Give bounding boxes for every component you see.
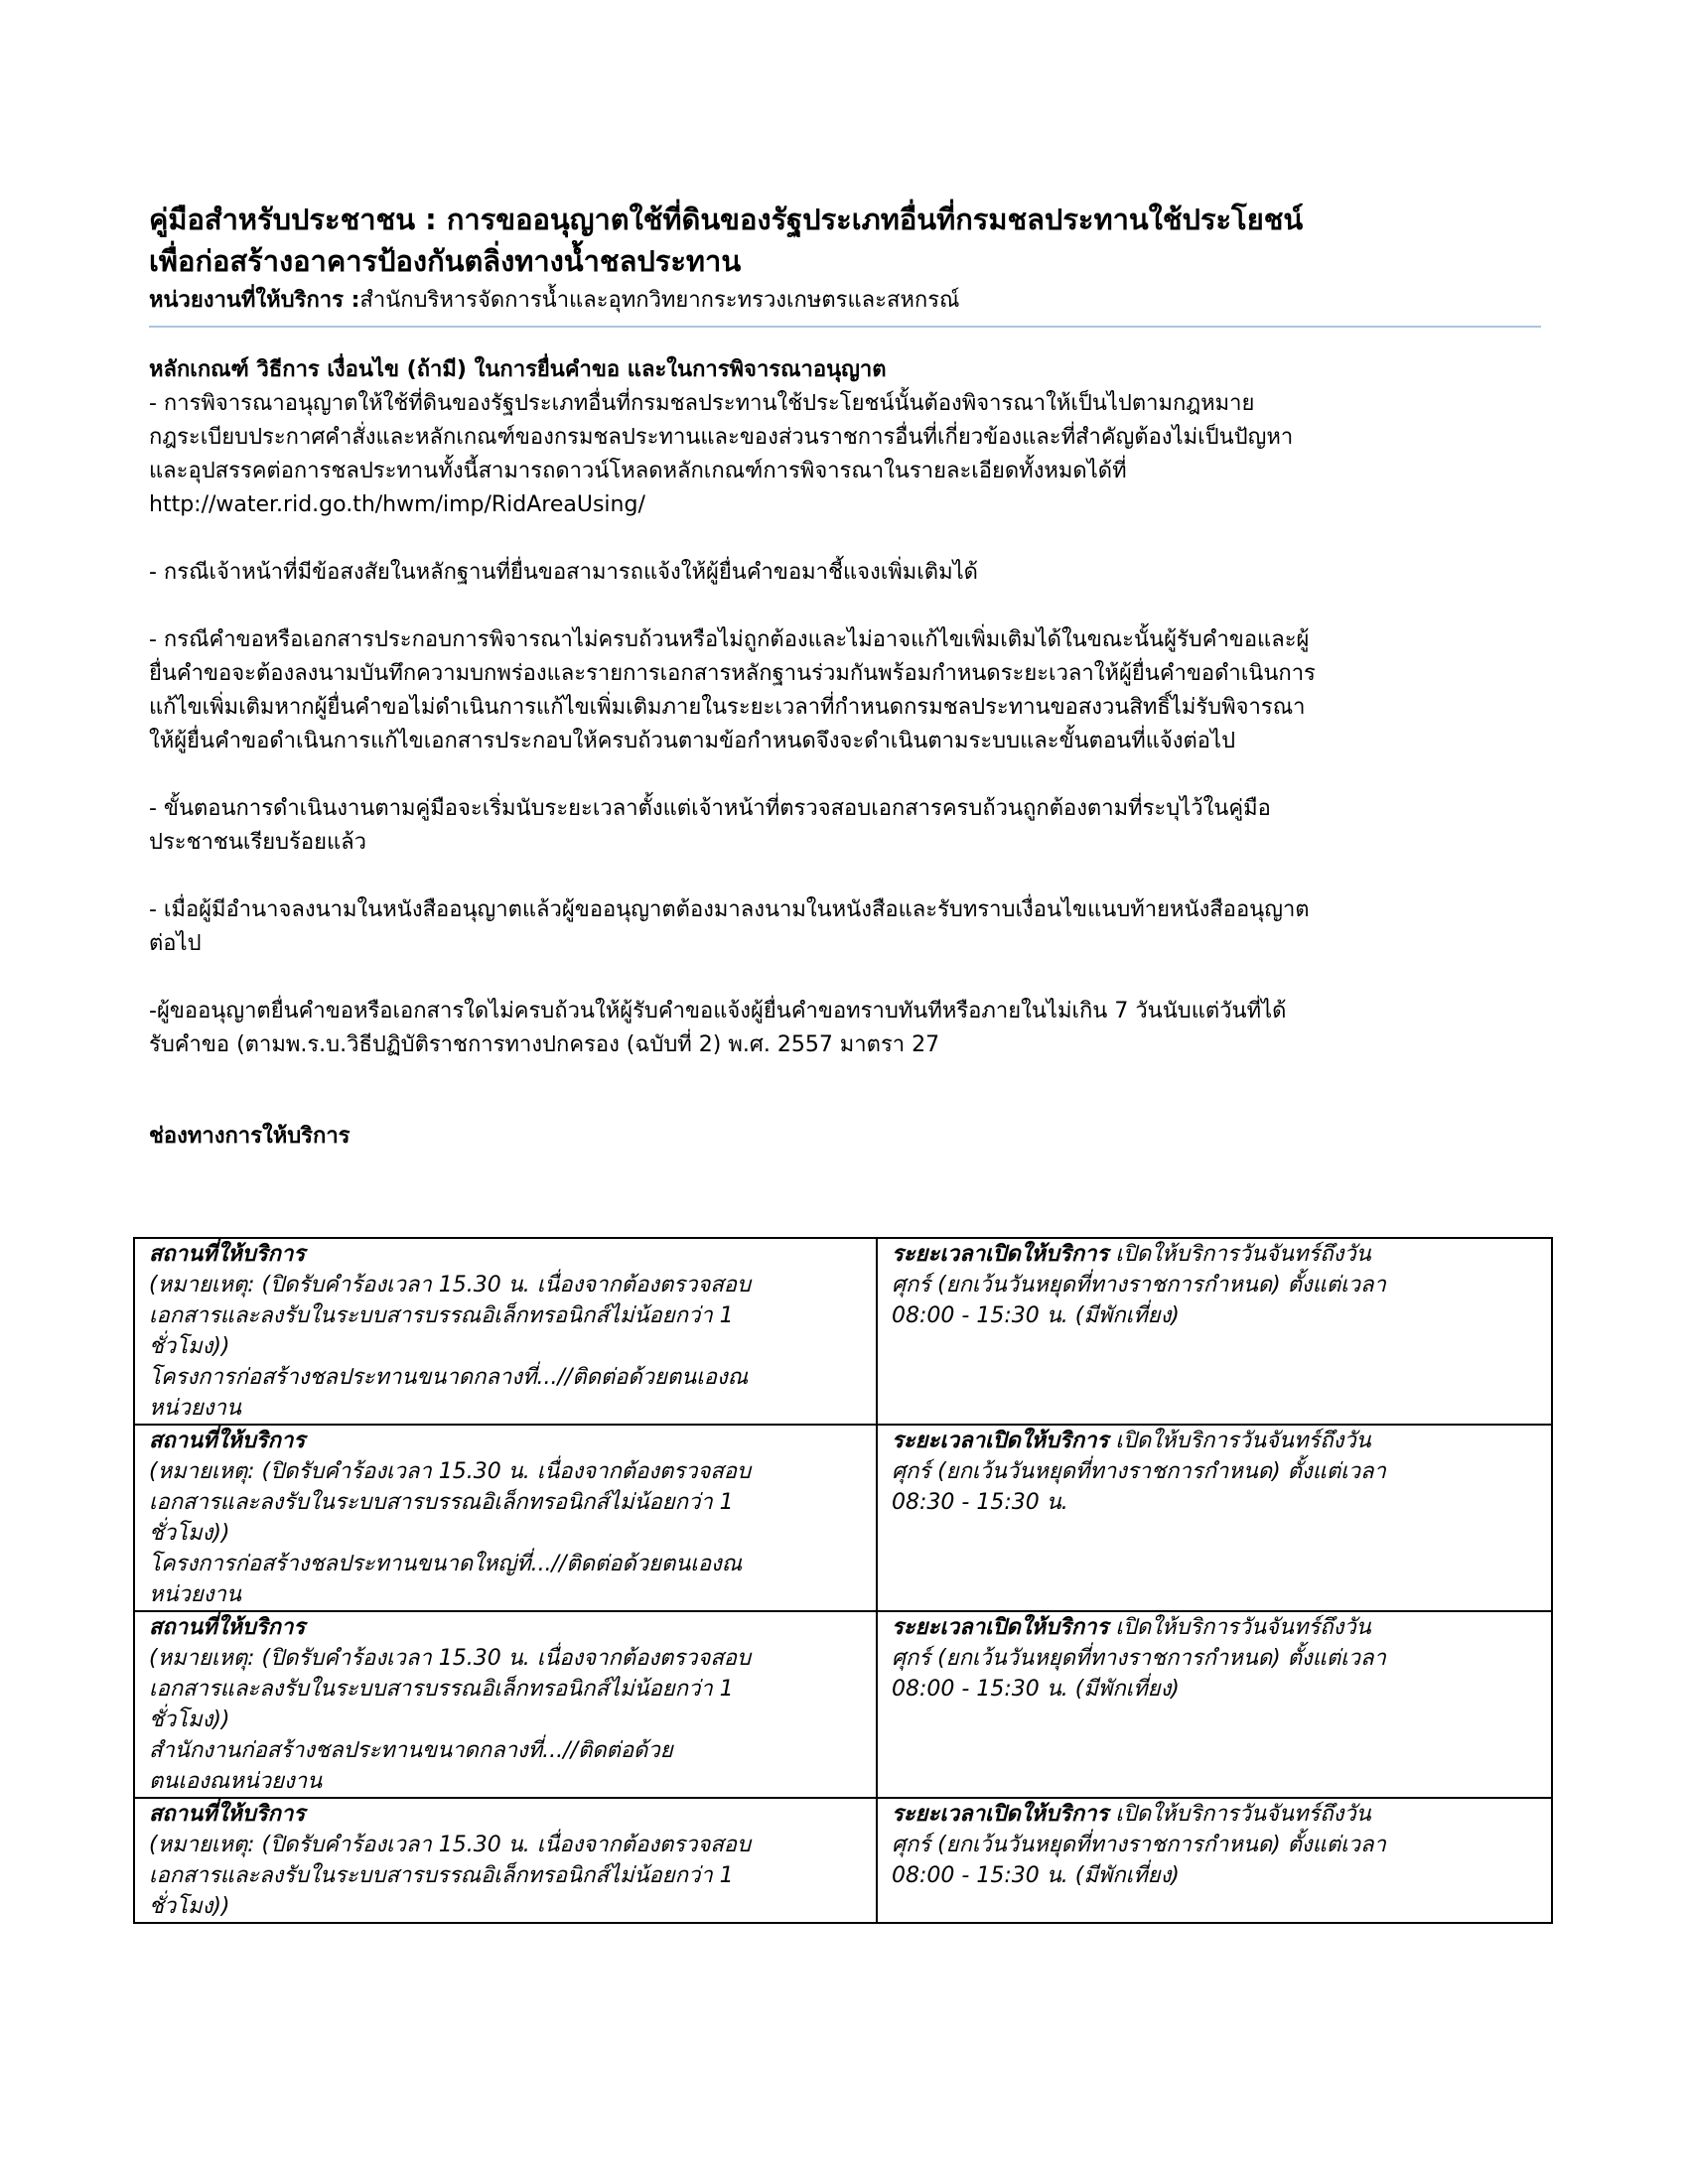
text-line: และอุปสรรคต่อการชลประทานทั้งนี้สามารถดาวน์โหลดหลักเกณฑ์การพิจารณาในรายละเอียดทั้งหมดได้ที่ bbox=[149, 459, 1127, 483]
criteria-paragraph-1 bbox=[149, 387, 1539, 522]
service-hours-line: 08:30 - 15:30 น. bbox=[892, 1490, 1068, 1515]
criteria-url: http://water.rid.go.th/hwm/imp/RidAreaUsing/ bbox=[149, 492, 645, 517]
service-place-note-line: เอกสารและลงรับในระบบสารบรรณอิเล็กทรอนิกส์ไม่น้อยกว่า 1 bbox=[149, 1677, 734, 1702]
service-hours-cell bbox=[877, 1798, 1552, 1923]
service-hours-label: ระยะเวลาเปิดให้บริการ bbox=[892, 1242, 1109, 1267]
service-hours-line: 08:00 - 15:30 น. (มีพักเที่ยง) bbox=[892, 1677, 1180, 1702]
service-hours-line: ศุกร์ (ยกเว้นวันหยุดที่ทางราชการกำหนด) ตั้งแต่เวลา bbox=[892, 1646, 1386, 1671]
service-place-name-line: ตนเองณหน่วยงาน bbox=[149, 1769, 323, 1794]
service-hours-line: ศุกร์ (ยกเว้นวันหยุดที่ทางราชการกำหนด) ตั้งแต่เวลา bbox=[892, 1459, 1386, 1484]
service-place-label: สถานที่ให้บริการ bbox=[149, 1242, 306, 1267]
service-hours-text: เปิดให้บริการวันจันทร์ถึงวัน bbox=[1108, 1242, 1371, 1267]
service-hours-cell bbox=[877, 1238, 1552, 1425]
text-line: ประชาชนเรียบร้อยแล้ว bbox=[149, 830, 366, 855]
service-place-label: สถานที่ให้บริการ bbox=[149, 1615, 306, 1640]
title-line-2: เพื่อก่อสร้างอาคารป้องกันตลิ่งทางน้ำชลประทาน bbox=[149, 244, 742, 278]
service-place-cell bbox=[134, 1238, 877, 1425]
text-line: - การพิจารณาอนุญาตให้ใช้ที่ดินของรัฐประเภทอื่นที่กรมชลประทานใช้ประโยชน์นั้นต้องพิจารณาให้เป็นไปตามกฎหมาย bbox=[149, 391, 1255, 416]
text-line: ต่อไป bbox=[149, 931, 202, 956]
service-place-name-line: หน่วยงาน bbox=[149, 1396, 241, 1421]
service-place-name-line: โครงการก่อสร้างชลประทานขนาดกลางที่...//ติดต่อด้วยตนเองณ bbox=[149, 1365, 749, 1390]
agency-label: หน่วยงานที่ให้บริการ : bbox=[149, 288, 360, 313]
service-place-name-line: สำนักงานก่อสร้างชลประทานขนาดกลางที่...//ติดต่อด้วย bbox=[149, 1738, 673, 1763]
criteria-paragraph-2 bbox=[149, 556, 1539, 590]
document-title bbox=[149, 199, 1539, 282]
table-row bbox=[134, 1238, 1552, 1425]
service-place-note-line: ชั่วโมง)) bbox=[149, 1707, 230, 1732]
criteria-heading: หลักเกณฑ์ วิธีการ เงื่อนไข (ถ้ามี) ในการยื่นคำขอ และในการพิจารณาอนุญาต bbox=[149, 357, 887, 382]
service-hours-cell bbox=[877, 1611, 1552, 1798]
service-hours-cell bbox=[877, 1425, 1552, 1611]
table-row bbox=[134, 1425, 1552, 1611]
service-hours-line: 08:00 - 15:30 น. (มีพักเที่ยง) bbox=[892, 1303, 1180, 1328]
service-place-name-line: หน่วยงาน bbox=[149, 1582, 241, 1607]
table-row bbox=[134, 1798, 1552, 1923]
criteria-body bbox=[149, 387, 1539, 1062]
service-place-cell bbox=[134, 1425, 877, 1611]
title-line-1: คู่มือสำหรับประชาชน : การขออนุญาตใช้ที่ดินของรัฐประเภทอื่นที่กรมชลประทานใช้ประโยชน์ bbox=[149, 203, 1304, 236]
service-hours-text: เปิดให้บริการวันจันทร์ถึงวัน bbox=[1108, 1802, 1371, 1827]
service-place-note-line: เอกสารและลงรับในระบบสารบรรณอิเล็กทรอนิกส์ไม่น้อยกว่า 1 bbox=[149, 1863, 734, 1888]
service-hours-label: ระยะเวลาเปิดให้บริการ bbox=[892, 1615, 1109, 1640]
service-hours-text: เปิดให้บริการวันจันทร์ถึงวัน bbox=[1108, 1429, 1371, 1453]
service-hours-line: 08:00 - 15:30 น. (มีพักเที่ยง) bbox=[892, 1863, 1180, 1888]
service-place-note-line: ชั่วโมง)) bbox=[149, 1521, 230, 1546]
text-line: แก้ไขเพิ่มเติมหากผู้ยื่นคำขอไม่ดำเนินการแก้ไขเพิ่มเติมภายในระยะเวลาที่กำหนดกรมชลประทานขอสงวนสิทธิ์ไม่รับพิจารณา bbox=[149, 695, 1306, 720]
text-line: รับคำขอ (ตามพ.ร.บ.วิธีปฏิบัติราชการทางปกครอง (ฉบับที่ 2) พ.ศ. 2557 มาตรา 27 bbox=[149, 1032, 940, 1057]
service-hours-line: ศุกร์ (ยกเว้นวันหยุดที่ทางราชการกำหนด) ตั้งแต่เวลา bbox=[892, 1273, 1386, 1297]
text-line: กฎระเบียบประกาศคำสั่งและหลักเกณฑ์ของกรมชลประทานและของส่วนราชการอื่นที่เกี่ยวข้องและที่สำคัญต้องไม่เป็นปัญหา bbox=[149, 425, 1294, 450]
service-place-cell bbox=[134, 1611, 877, 1798]
service-place-label: สถานที่ให้บริการ bbox=[149, 1802, 306, 1827]
text-line: -ผู้ขออนุญาตยื่นคำขอหรือเอกสารใดไม่ครบถ้วนให้ผู้รับคำขอแจ้งผู้ยื่นคำขอทราบทันทีหรือภายในไม่เกิน 7 วันนับแต่วันที่ได้ bbox=[149, 999, 1287, 1024]
service-hours-text: เปิดให้บริการวันจันทร์ถึงวัน bbox=[1108, 1615, 1371, 1640]
service-place-cell bbox=[134, 1798, 877, 1923]
text-line: - กรณีคำขอหรือเอกสารประกอบการพิจารณาไม่ครบถ้วนหรือไม่ถูกต้องและไม่อาจแก้ไขเพิ่มเติมได้ในขณะนั้นผู้รับคำขอและผู้ bbox=[149, 627, 1310, 652]
service-place-note-line: ชั่วโมง)) bbox=[149, 1334, 230, 1359]
channels-heading: ช่องทางการให้บริการ bbox=[149, 1124, 351, 1149]
service-hours-line: ศุกร์ (ยกเว้นวันหยุดที่ทางราชการกำหนด) ตั้งแต่เวลา bbox=[892, 1833, 1386, 1857]
service-place-note-line: (หมายเหตุ: (ปิดรับคำร้องเวลา 15.30 น. เนื่องจากต้องตรวจสอบ bbox=[149, 1459, 751, 1484]
service-place-name-line: โครงการก่อสร้างชลประทานขนาดใหญ่ที่...//ติดต่อด้วยตนเองณ bbox=[149, 1552, 743, 1576]
service-place-note-line: เอกสารและลงรับในระบบสารบรรณอิเล็กทรอนิกส์ไม่น้อยกว่า 1 bbox=[149, 1490, 734, 1515]
service-hours-label: ระยะเวลาเปิดให้บริการ bbox=[892, 1802, 1109, 1827]
criteria-paragraph-4 bbox=[149, 792, 1539, 860]
service-place-note-line: (หมายเหตุ: (ปิดรับคำร้องเวลา 15.30 น. เนื่องจากต้องตรวจสอบ bbox=[149, 1833, 751, 1857]
text-line: - ขั้นตอนการดำเนินงานตามคู่มือจะเริ่มนับระยะเวลาตั้งแต่เจ้าหน้าที่ตรวจสอบเอกสารครบถ้วนถูกต้องตามที่ระบุไว้ในคู่มือ bbox=[149, 796, 1271, 821]
text-line: ให้ผู้ยื่นคำขอดำเนินการแก้ไขเอกสารประกอบให้ครบถ้วนตามข้อกำหนดจึงจะดำเนินตามระบบและขั้นตอนที่แจ้งต่อไป bbox=[149, 729, 1236, 753]
document-page bbox=[149, 199, 1539, 1154]
table-row bbox=[134, 1611, 1552, 1798]
service-agency bbox=[149, 284, 1539, 318]
service-channels-table bbox=[133, 1237, 1553, 1924]
service-place-note-line: ชั่วโมง)) bbox=[149, 1894, 230, 1919]
service-place-note-line: เอกสารและลงรับในระบบสารบรรณอิเล็กทรอนิกส์ไม่น้อยกว่า 1 bbox=[149, 1303, 734, 1328]
criteria-paragraph-3 bbox=[149, 623, 1539, 758]
criteria-paragraph-5 bbox=[149, 893, 1539, 961]
text-line: - กรณีเจ้าหน้าที่มีข้อสงสัยในหลักฐานที่ยื่นขอสามารถแจ้งให้ผู้ยื่นคำขอมาชี้แจงเพิ่มเติมได้ bbox=[149, 560, 978, 585]
text-line: ยื่นคำขอจะต้องลงนามบันทึกความบกพร่องและรายการเอกสารหลักฐานร่วมกันพร้อมกำหนดระยะเวลาให้ผู้ยื่นคำขอดำเนินการ bbox=[149, 661, 1316, 686]
service-place-note-line: (หมายเหตุ: (ปิดรับคำร้องเวลา 15.30 น. เนื่องจากต้องตรวจสอบ bbox=[149, 1646, 751, 1671]
service-hours-label: ระยะเวลาเปิดให้บริการ bbox=[892, 1429, 1109, 1453]
text-line: - เมื่อผู้มีอำนาจลงนามในหนังสืออนุญาตแล้วผู้ขออนุญาตต้องมาลงนามในหนังสือและรับทราบเงื่อนไขแนบท้ายหนังสืออนุญาต bbox=[149, 897, 1310, 922]
service-place-note-line: (หมายเหตุ: (ปิดรับคำร้องเวลา 15.30 น. เนื่องจากต้องตรวจสอบ bbox=[149, 1273, 751, 1297]
header-divider bbox=[149, 326, 1541, 328]
service-place-label: สถานที่ให้บริการ bbox=[149, 1429, 306, 1453]
agency-value: สำนักบริหารจัดการน้ำและอุทกวิทยากระทรวงเกษตรและสหกรณ์ bbox=[359, 288, 960, 313]
criteria-paragraph-6 bbox=[149, 995, 1539, 1062]
